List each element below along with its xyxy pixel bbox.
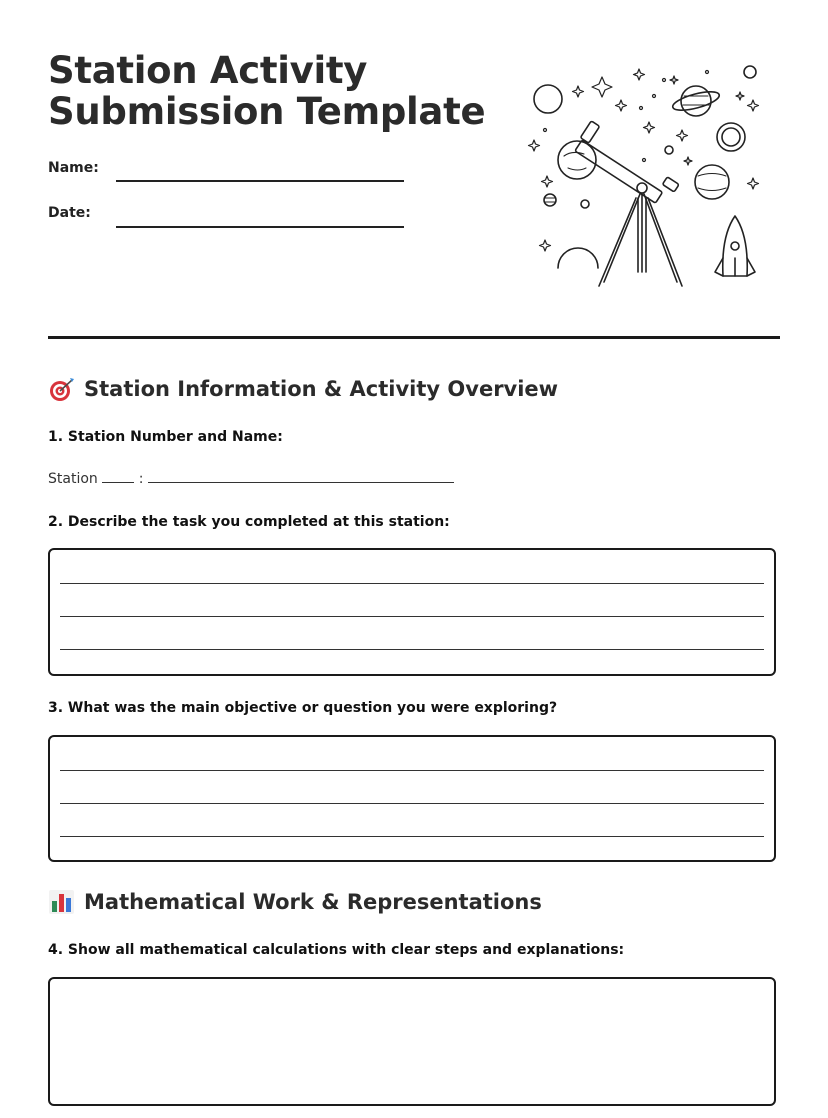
planet-horizon xyxy=(558,248,598,268)
question-4: 4. Show all mathematical calculations with clear steps and explanations: xyxy=(48,942,625,958)
writing-line xyxy=(60,649,764,650)
objective-box[interactable] xyxy=(48,735,776,862)
title-line-2: Submission Template xyxy=(48,90,486,133)
target-icon xyxy=(48,376,76,402)
date-field[interactable] xyxy=(116,226,404,228)
section-heading-text: Station Information & Activity Overview xyxy=(84,377,559,401)
task-description-box[interactable] xyxy=(48,548,776,676)
station-name-field[interactable] xyxy=(148,470,454,483)
header-divider xyxy=(48,336,780,339)
page-title xyxy=(48,50,485,132)
question-2: 2. Describe the task you completed at this station: xyxy=(48,514,450,530)
question-1: 1. Station Number and Name: xyxy=(48,429,283,445)
question-3: 3. What was the main objective or question you were exploring? xyxy=(48,700,558,716)
writing-line xyxy=(60,583,764,584)
writing-line xyxy=(60,770,764,771)
telescope-space-illustration xyxy=(524,58,774,294)
station-input-line xyxy=(48,470,454,487)
rocket-icon xyxy=(715,216,755,276)
telescope-icon xyxy=(575,121,682,286)
section-heading-math-work xyxy=(48,889,542,915)
name-field[interactable] xyxy=(116,180,404,182)
stars xyxy=(529,69,759,251)
bar-chart-icon xyxy=(48,889,76,915)
station-number-field[interactable] xyxy=(102,470,134,483)
station-prefix: Station xyxy=(48,471,98,487)
section-heading-station-info xyxy=(48,376,558,402)
station-separator: : xyxy=(138,471,144,487)
ringed-planet-icon xyxy=(681,86,711,116)
planet-icon xyxy=(695,165,729,199)
section-heading-text: Mathematical Work & Representations xyxy=(84,890,542,914)
title-line-1: Station Activity xyxy=(48,49,368,92)
name-label: Name: xyxy=(48,160,99,176)
writing-line xyxy=(60,803,764,804)
date-label: Date: xyxy=(48,205,91,221)
calculations-box[interactable] xyxy=(48,977,776,1106)
writing-line xyxy=(60,616,764,617)
writing-line xyxy=(60,836,764,837)
planet-icon xyxy=(534,85,562,113)
